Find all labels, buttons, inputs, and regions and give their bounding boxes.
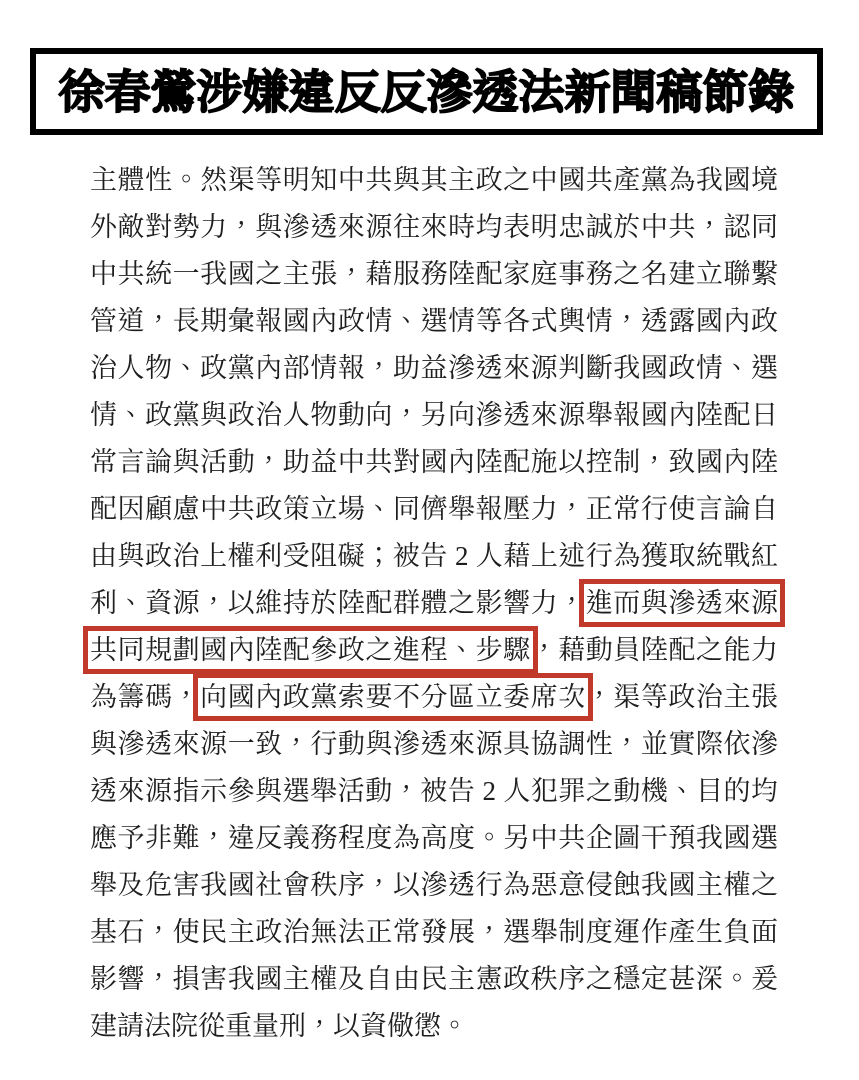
- text-line: [90, 768, 778, 815]
- red-highlight-box: 向國內政黨索要不分區立委席次: [193, 673, 593, 721]
- red-highlight-box: 共同規劃國內陸配參政之進程、步驟: [83, 626, 538, 674]
- text-segment: 應予非難，違反義務程度為高度。另中共企圖干預我國選: [90, 823, 778, 853]
- text-segment: 配因顧慮中共政策立場、同儕舉報壓力，正常行使言論自: [90, 494, 778, 524]
- text-segment: 主體性。然渠等明知中共與其主政之中國共產黨為我國境: [90, 165, 778, 195]
- text-segment: ，渠等政治主張: [585, 682, 779, 712]
- text-line: [90, 1003, 778, 1050]
- text-line: [90, 533, 778, 580]
- text-segment: ，藉動員陸配之能力: [530, 635, 779, 665]
- text-line: [90, 392, 778, 439]
- text-segment: 利、資源，以維持於陸配群體之影響力，: [90, 588, 586, 618]
- text-segment: 由與政治上權利受阻礙；被告 2 人藉上述行為獲取統戰紅: [90, 541, 778, 571]
- text-segment: 治人物、政黨內部情報，助益滲透來源判斷我國政情、選: [90, 353, 778, 383]
- text-line: [90, 251, 778, 298]
- text-segment: 建請法院從重量刑，以資儆懲。: [90, 1011, 468, 1041]
- text-segment: 舉及危害我國社會秩序，以滲透行為惡意侵蝕我國主權之: [90, 870, 778, 900]
- text-segment: 外敵對勢力，與滲透來源往來時均表明忠誠於中共，認同: [90, 212, 778, 242]
- text-line: [90, 580, 778, 627]
- text-line: [90, 486, 778, 533]
- text-segment: 基石，使民主政治無法正常發展，選舉制度運作產生負面: [90, 917, 778, 947]
- text-line: [90, 815, 778, 862]
- text-line: [90, 674, 778, 721]
- text-line: [90, 721, 778, 768]
- document-body: [90, 157, 778, 1050]
- text-segment: 透來源指示參與選舉活動，被告 2 人犯罪之動機、目的均: [90, 776, 778, 806]
- red-highlight-box: 進而與滲透來源: [579, 579, 785, 627]
- page-title: 徐春鶯涉嫌違反反滲透法新聞稿節錄: [58, 65, 795, 118]
- text-segment: 情、政黨與政治人物動向，另向滲透來源舉報國內陸配日: [90, 400, 778, 430]
- text-line: [90, 204, 778, 251]
- text-segment: 影響，損害我國主權及自由民主憲政秩序之穩定甚深。爰: [90, 964, 778, 994]
- text-line: [90, 909, 778, 956]
- text-line: [90, 956, 778, 1003]
- text-line: [90, 439, 778, 486]
- text-segment: 常言論與活動，助益中共對國內陸配施以控制，致國內陸: [90, 447, 778, 477]
- text-segment: 管道，長期彙報國內政情、選情等各式輿情，透露國內政: [90, 306, 778, 336]
- text-line: [90, 862, 778, 909]
- text-line: [90, 627, 778, 674]
- text-segment: 為籌碼，: [90, 682, 201, 712]
- text-line: [90, 298, 778, 345]
- text-segment: 與滲透來源一致，行動與滲透來源具協調性，並實際依滲: [90, 729, 778, 759]
- title-box: [30, 48, 823, 135]
- text-segment: 中共統一我國之主張，藉服務陸配家庭事務之名建立聯繫: [90, 259, 778, 289]
- text-line: [90, 345, 778, 392]
- text-line: [90, 157, 778, 204]
